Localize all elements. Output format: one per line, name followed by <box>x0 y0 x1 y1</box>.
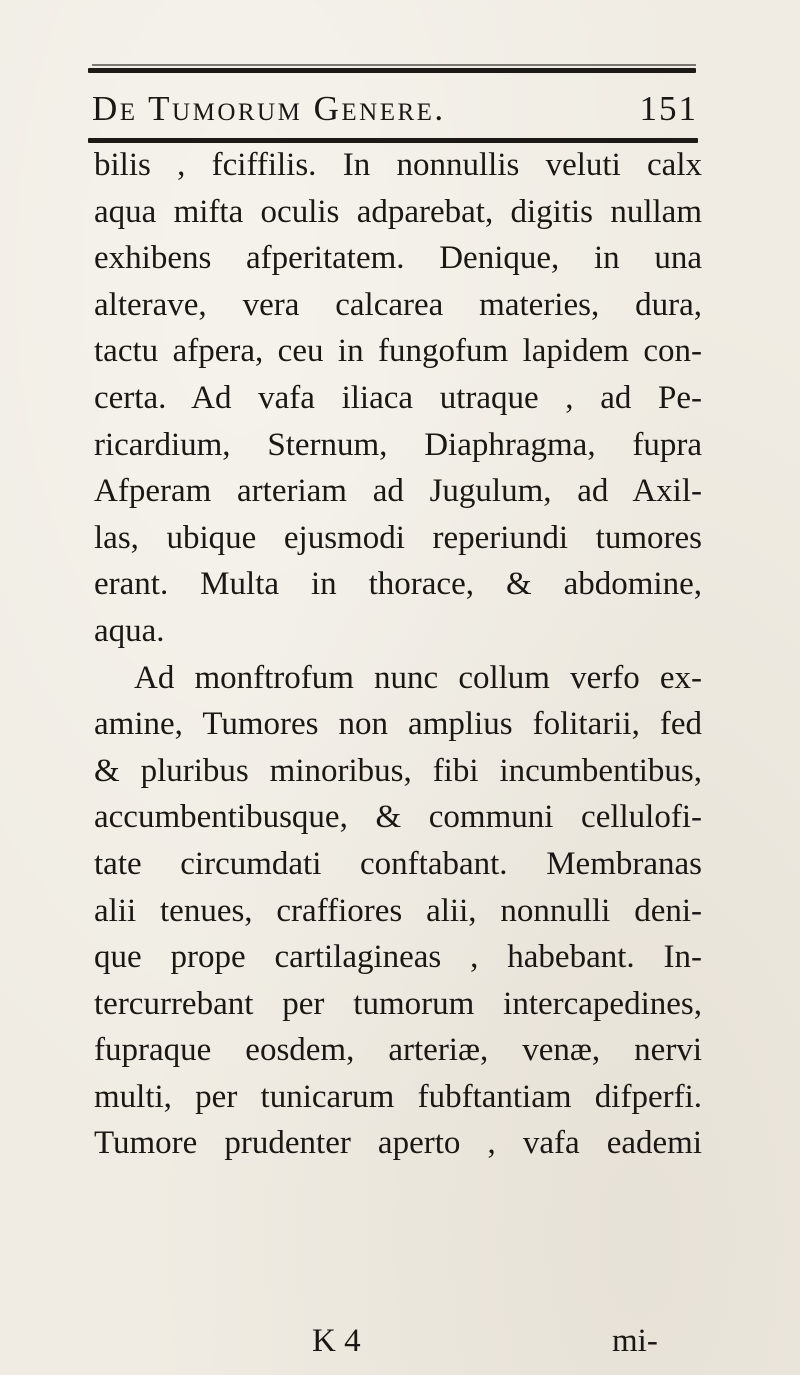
body-text <box>94 142 714 1167</box>
paragraph-first-line: Ad monftrofum nunc collum verfo ex- <box>134 659 702 696</box>
text-line: las, ubique ejusmodi reperiundi tumores <box>94 519 702 556</box>
text-line: que prope cartilagineas , habebant. In- <box>94 939 702 976</box>
running-title: De Tumorum Genere. <box>92 89 446 128</box>
text-line: tactu afpera, ceu in fungofum lapidem con- <box>94 333 702 370</box>
text-line: fupraque eosdem, arteriæ, venæ, nervi <box>94 1032 702 1069</box>
text-line: aqua. <box>94 612 165 649</box>
text-line: ricardium, Sternum, Diaphragma, fupra <box>94 426 702 463</box>
text-line: alterave, vera calcarea materies, dura, <box>94 286 702 323</box>
header-rule-top <box>88 68 696 73</box>
text-line: accumbentibusque, & communi cellulofi- <box>94 799 702 836</box>
text-line: Tumore prudenter aperto , vafa eademi <box>94 1125 702 1162</box>
text-line: tate circumdati conftabant. Membranas <box>94 845 702 882</box>
text-line: certa. Ad vafa iliaca utraque , ad Pe- <box>94 379 702 416</box>
text-line: exhibens afperitatem. Denique, in una <box>94 240 702 277</box>
text-line: alii tenues, craffiores alii, nonnulli deni- <box>94 892 702 929</box>
text-line: amine, Tumores non amplius folitarii, fed <box>94 706 702 743</box>
text-line: bilis , fciffilis. In nonnullis veluti calx <box>94 147 702 183</box>
page-number: 151 <box>639 89 698 128</box>
catchword: mi- <box>612 1323 658 1359</box>
header-rule-thin <box>92 64 696 66</box>
text-line: & pluribus minoribus, fibi incumbentibus, <box>94 752 702 789</box>
text-line: multi, per tunicarum fubftantiam difperfi. <box>94 1078 702 1115</box>
running-header <box>92 84 702 134</box>
text-line: tercurrebant per tumorum intercapedines, <box>94 985 702 1022</box>
text-line: Afperam arteriam ad Jugulum, ad Axil- <box>94 473 702 510</box>
text-line: aqua mifta oculis adparebat, digitis nullam <box>94 193 702 230</box>
text-line: erant. Multa in thorace, & abdomine, <box>94 566 702 603</box>
signature-mark: K 4 <box>312 1323 361 1359</box>
